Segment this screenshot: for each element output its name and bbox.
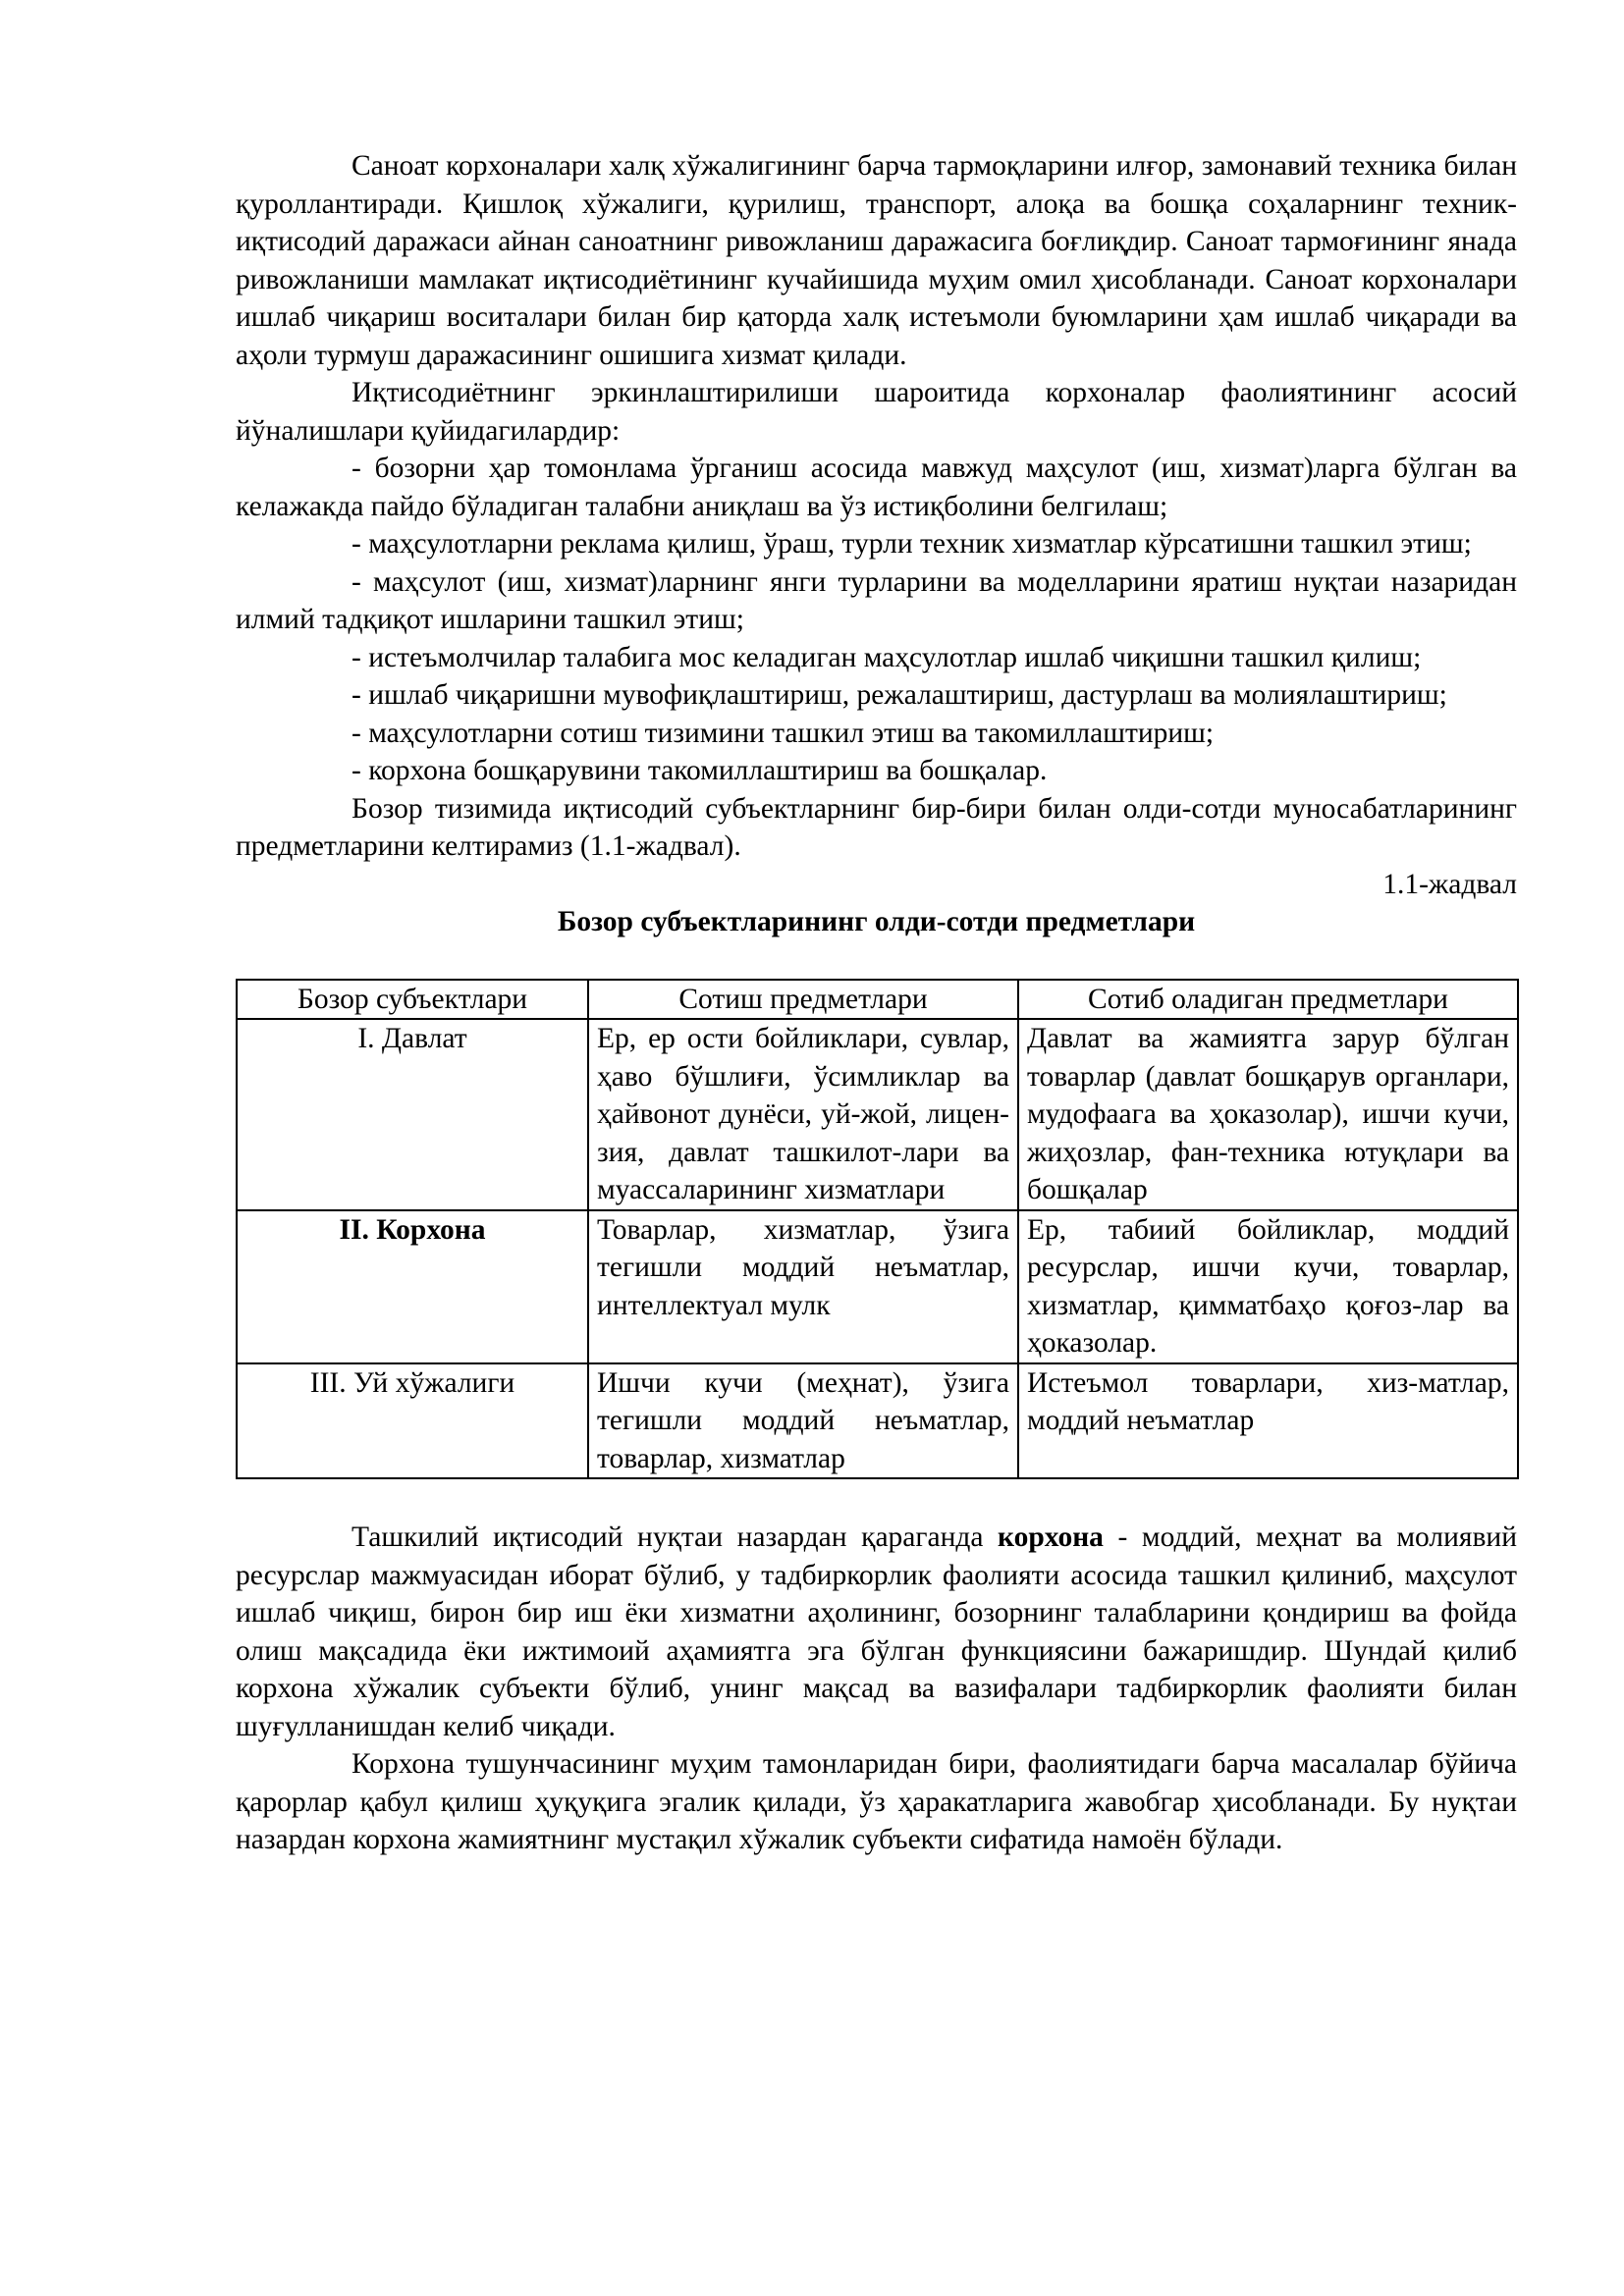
table-header-row — [237, 980, 1518, 1020]
subject-cell: II. Корхона — [237, 1210, 588, 1363]
market-subjects-table — [236, 979, 1519, 1480]
definition-text-end: - моддий, меҳнат ва молиявий ресурслар мажмуасидан иборат бўлиб, у тадбиркорлик фаолияти асосида ташкил қилиниб, маҳсулот ишлаб чиқиш, бирон бир иш ёки хизматни аҳолининг, бозорнинг талабларини қондириш ва фойда олиш мақсадида ёки ижтимоий аҳамиятга эга бўлган функциясини бажаришдир. Шундай қилиб корхона хўжалик субъекти бўлиб, унинг мақсад ва вазифалари тадбиркорлик фаолияти билан шуғулланишдан келиб чиқади. — [236, 1522, 1517, 1742]
list-item: - маҳсулот (иш, хизмат)ларнинг янги турларини ва моделларини яратиш нуқтаи назаридан илмий тадқиқот ишларини ташкил этиш; — [236, 565, 1517, 635]
definition-text-start: Ташкилий иқтисодий нуқтаи назардан қараганда — [352, 1522, 999, 1553]
list-item: - ишлаб чиқаришни мувофиқлаштириш, режалаштириш, дастурлаш ва молиялаштириш; — [352, 679, 1447, 711]
table-row — [237, 1363, 1518, 1479]
subject-cell: III. Уй хўжалиги — [237, 1363, 588, 1479]
paragraph-enterprise-concept: Корхона тушунчасининг муҳим тамонларидан бири, фаолиятидаги барча масалалар бўйича қарорлар қабул қилиш ҳуқуқига эгалик қилади, ўз ҳаракатларига жавобгар ҳисобланади. Бу нуқтаи назардан корхона жамиятнинг мустақил хўжалик субъекти сифатида намоён бўлади. — [236, 1748, 1517, 1855]
document-page — [236, 147, 1517, 1859]
definition-term: корхона — [998, 1522, 1104, 1553]
header-subjects: Бозор субъектлари — [237, 980, 588, 1020]
table-row — [237, 1019, 1518, 1210]
header-sell: Сотиш предметлари — [588, 980, 1018, 1020]
paragraph-industry: Саноат корхоналари халқ хўжалигининг барча тармоқларини илғор, замонавий техника билан қуроллантиради. Қишлоқ хўжалиги, қурилиш, транспорт, алоқа ва бошқа соҳаларнинг техник-иқтисодий даражаси айнан саноатнинг ривожланиш даражасига боғлиқдир. Саноат тармоғининг янада ривожланиши мамлакат иқтисодиётининг кучайишида муҳим омил ҳисобланади. Саноат корхоналари ишлаб чиқариш воситалари билан бир қаторда халқ истеъмоли буюмларини ҳам ишлаб чиқаради ва аҳоли турмуш даражасининг ошишига хизмат қилади. — [236, 150, 1517, 371]
table-number: 1.1-жадвал — [1382, 868, 1517, 900]
buy-cell: Истеъмол товарлари, хиз-матлар, моддий неъматлар — [1018, 1363, 1518, 1479]
list-item: - бозорни ҳар томонлама ўрганиш асосида мавжуд маҳсулот (иш, хизмат)ларга бўлган ва келажакда пайдо бўладиган талабни аниқлаш ва ўз истиқболини белгилаш; — [236, 453, 1517, 522]
sell-cell: Товарлар, хизматлар, ўзига тегишли моддий неъматлар, интеллектуал мулк — [588, 1210, 1018, 1363]
table-row — [237, 1210, 1518, 1363]
list-item: - маҳсулотларни реклама қилиш, ўраш, турли техник хизматлар кўрсатишни ташкил этиш; — [352, 528, 1472, 560]
buy-cell: Ер, табиий бойликлар, моддий ресурслар, ишчи кучи, товарлар, хизматлар, қимматбаҳо қоғоз-лар ва ҳоказолар. — [1018, 1210, 1518, 1363]
list-item: - маҳсулотларни сотиш тизимини ташкил этиш ва такомиллаштириш; — [352, 717, 1215, 749]
paragraph-directions: Иқтисодиётнинг эркинлаштирилиши шароитида корхоналар фаолиятининг асосий йўналишлари қуйидагилардир: — [236, 377, 1517, 447]
buy-cell: Давлат ва жамиятга зарур бўлган товарлар (давлат бошқарув органлари, мудофаага ва ҳоказолар), ишчи кучи, жиҳозлар, фан-техника ютуқлари ва бошқалар — [1018, 1019, 1518, 1210]
list-item: - корхона бошқарувини такомиллаштириш ва бошқалар. — [352, 755, 1048, 786]
subject-cell: I. Давлат — [237, 1019, 588, 1210]
header-buy: Сотиб оладиган предметлари — [1018, 980, 1518, 1020]
sell-cell: Ишчи кучи (меҳнат), ўзига тегишли моддий неъматлар, товарлар, хизматлар — [588, 1363, 1018, 1479]
paragraph-enterprise-definition — [236, 1519, 1517, 1745]
paragraph-table-intro: Бозор тизимида иқтисодий субъектларнинг бир-бири билан олди-сотди муносабатларининг предметларини келтирамиз (1.1-жадвал). — [236, 792, 1517, 862]
list-item: - истеъмолчилар талабига мос келадиган маҳсулотлар ишлаб чиқишни ташкил қилиш; — [352, 641, 1422, 673]
table-title: Бозор субъектларининг олди-сотди предметлари — [557, 906, 1196, 937]
sell-cell: Ер, ер ости бойликлари, сувлар, ҳаво бўшлиғи, ўсимликлар ва ҳайвонот дунёси, уй-жой, лицен-зия, давлат ташкилот-лари ва муассаларининг хизматлари — [588, 1019, 1018, 1210]
